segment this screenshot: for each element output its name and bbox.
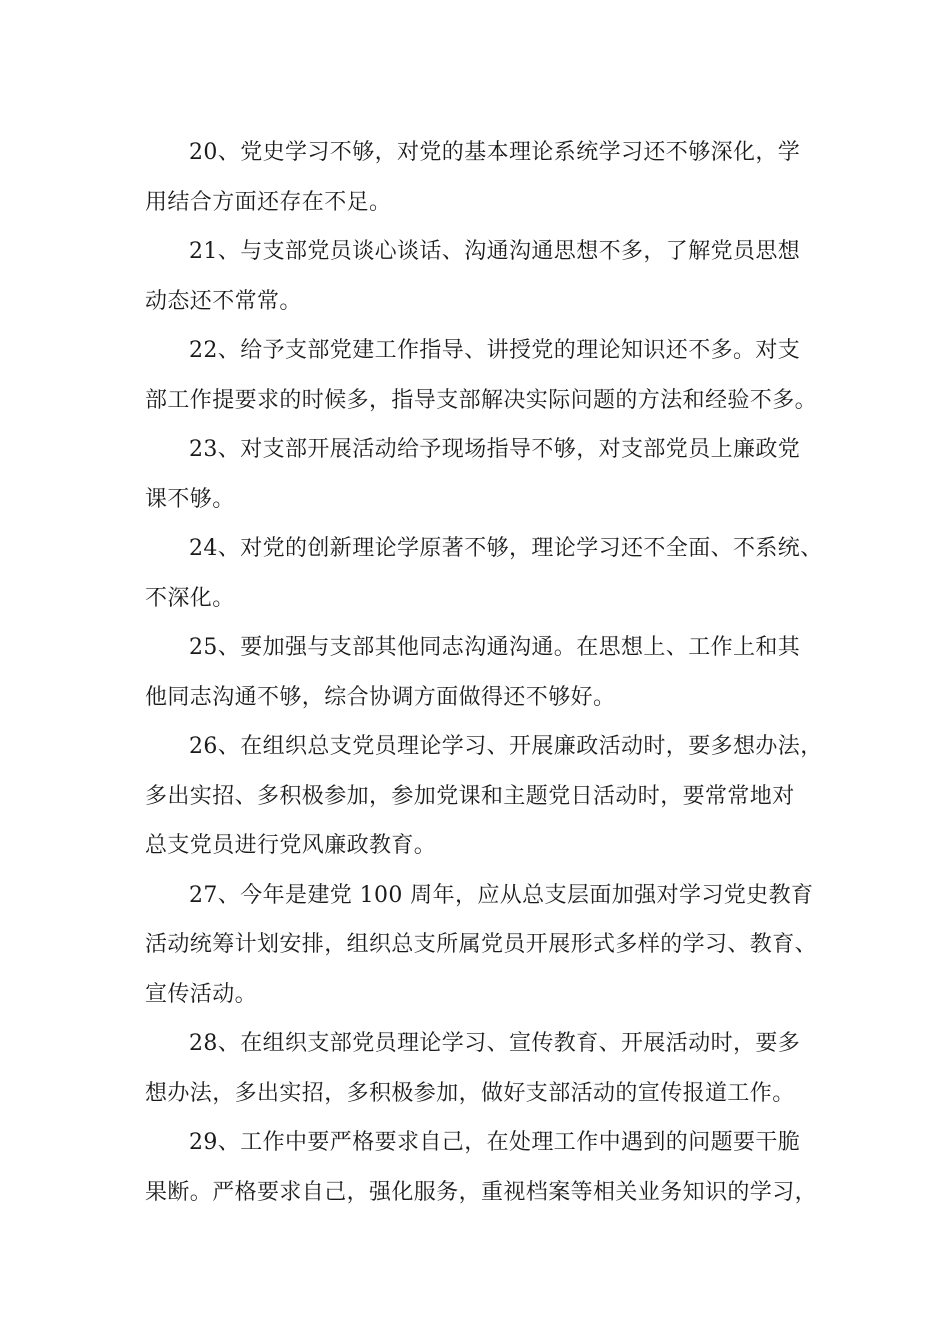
paragraph-line: 想办法，多出实招，多积极参加，做好支部活动的宣传报道工作。 [145,1080,795,1106]
paragraph-line: 多出实招、多积极参加，参加党课和主题党日活动时，要常常地对 [145,783,795,809]
paragraph-line: 22、给予支部党建工作指导、讲授党的理论知识还不多。对支 [189,338,801,363]
paragraph-line: 宣传活动。 [145,981,258,1007]
paragraph-line: 他同志沟通不够，综合协调方面做得还不够好。 [145,684,616,710]
paragraph-line: 27、今年是建党 100 周年，应从总支层面加强对学习党史教育 [189,882,814,908]
paragraph-line: 20、党史学习不够，对党的基本理论系统学习还不够深化，学 [189,140,801,165]
paragraph-line: 28、在组织支部党员理论学习、宣传教育、开展活动时，要多 [189,1031,801,1056]
paragraph-line: 总支党员进行党风廉政教育。 [145,833,437,858]
paragraph-line: 26、在组织总支党员理论学习、开展廉政活动时，要多想办法， [189,734,823,759]
paragraph-line: 23、对支部开展活动给予现场指导不够，对支部党员上廉政党 [189,437,801,462]
paragraph-29 [145,1118,825,1217]
paragraph-line: 29、工作中要严格要求自己，在处理工作中遇到的问题要干脆 [189,1130,801,1155]
paragraph-21 [145,227,825,326]
paragraph-27 [145,871,825,1020]
paragraph-line: 24、对党的创新理论学原著不够，理论学习还不全面、不系统、 [189,536,823,561]
paragraph-line: 活动统筹计划安排，组织总支所属党员开展形式多样的学习、教育、 [145,932,818,957]
paragraph-line: 部工作提要求的时候多，指导支部解决实际问题的方法和经验不多。 [145,387,818,413]
paragraph-20 [145,128,825,227]
paragraph-line: 用结合方面还存在不足。 [145,189,392,215]
paragraph-26 [145,722,825,871]
paragraph-28 [145,1019,825,1118]
paragraph-line: 25、要加强与支部其他同志沟通沟通。在思想上、工作上和其 [189,635,801,660]
paragraph-line: 不深化。 [145,585,235,611]
paragraph-23 [145,425,825,524]
document-body [145,128,825,1217]
paragraph-24 [145,524,825,623]
paragraph-line: 课不够。 [145,486,235,512]
paragraph-line: 动态还不常常。 [145,288,302,314]
paragraph-line: 21、与支部党员谈心谈话、沟通沟通思想不多，了解党员思想 [189,239,801,264]
paragraph-line: 果断。严格要求自己，强化服务，重视档案等相关业务知识的学习， [145,1179,818,1205]
paragraph-25 [145,623,825,722]
paragraph-22 [145,326,825,425]
